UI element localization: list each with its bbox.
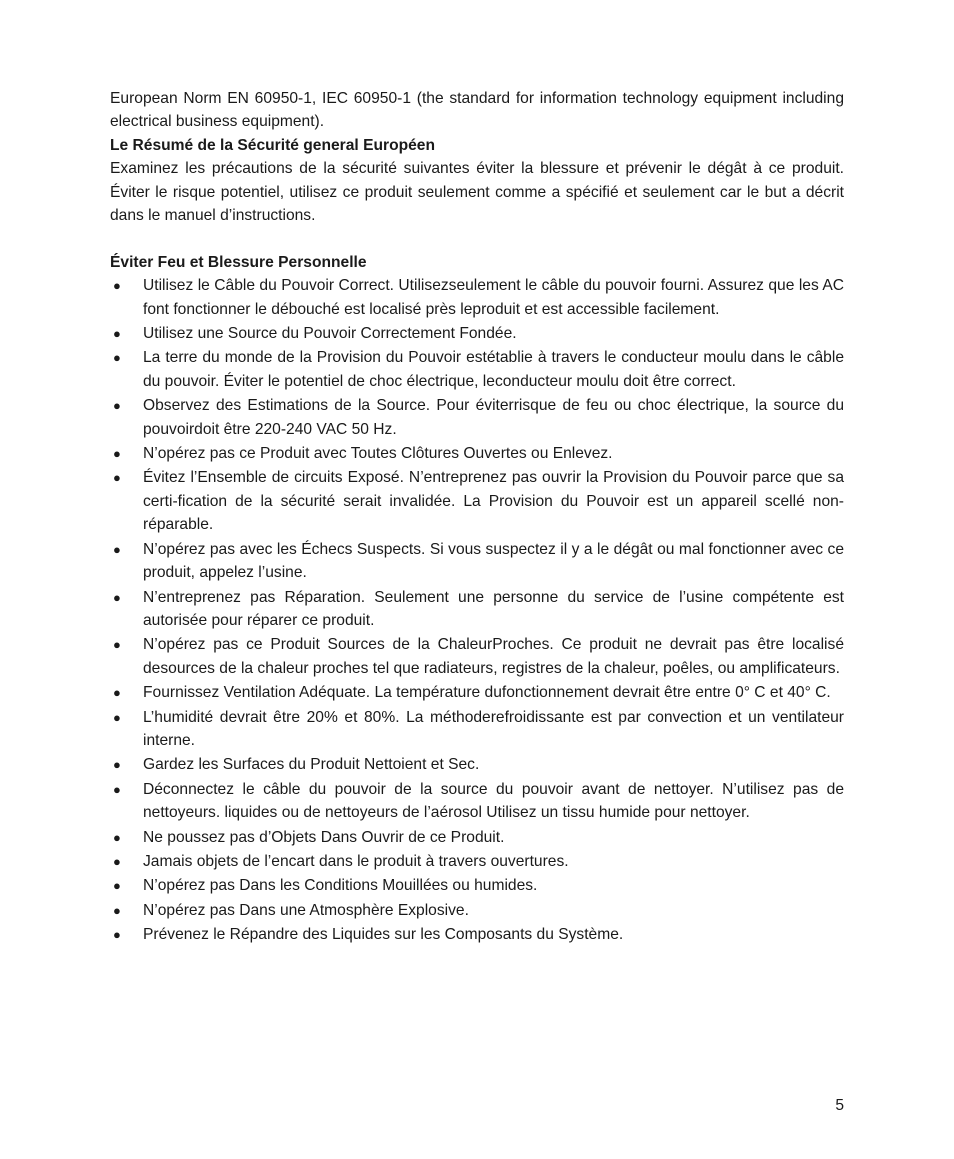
- safety-bullet-list: [110, 274, 844, 946]
- safety-summary-paragraph: Examinez les précautions de la sécurité suivantes éviter la blessure et prévenir le dégât à ce produit. Éviter le risque potentiel, utilisez ce produit seulement comme a spécifié et seulement car le but a décrit dans le manuel d’instructions.: [110, 160, 844, 225]
- list-item: [110, 322, 844, 345]
- list-item: [110, 274, 844, 321]
- list-item: [110, 778, 844, 825]
- list-item-text: La terre du monde de la Provision du Pouvoir estétablie à travers le conducteur moulu dans le câble du pouvoir. Éviter le potentiel de choc électrique, leconducteur moulu doit être correct.: [143, 349, 844, 390]
- list-item-text: Jamais objets de l’encart dans le produit à travers ouvertures.: [143, 852, 569, 870]
- list-item-text: N’opérez pas Dans les Conditions Mouillées ou humides.: [143, 877, 538, 895]
- list-item: [110, 850, 844, 873]
- bullet-icon: ●: [113, 278, 121, 294]
- list-item: [110, 346, 844, 393]
- section-heading-fire-injury: Éviter Feu et Blessure Personnelle: [110, 253, 367, 271]
- intro-paragraph: European Norm EN 60950-1, IEC 60950-1 (the standard for information technology equipment including electrical business equipment).: [110, 90, 844, 131]
- bullet-icon: ●: [113, 781, 121, 797]
- page-number: 5: [835, 1097, 844, 1114]
- bullet-icon: ●: [113, 637, 121, 653]
- list-item-text: N’opérez pas avec les Échecs Suspects. Si vous suspectez il y a le dégât ou mal fonctionner avec ce produit, appelez l’usine.: [143, 540, 844, 582]
- bullet-icon: ●: [113, 350, 121, 366]
- list-item-text: L’humidité devrait être 20% et 80%. La méthoderefroidissante est par convection et un ventilateur interne.: [143, 708, 844, 749]
- bullet-icon: ●: [113, 470, 121, 486]
- list-item-text: Évitez l’Ensemble de circuits Exposé. N’entreprenez pas ouvrir la Provision du Pouvoir parce que sa certi-fication de la sécurité serait invalidée. La Provision du Pouvoir est un appareil scellé non-réparable.: [143, 469, 844, 534]
- list-item: [110, 899, 844, 922]
- bullet-icon: ●: [113, 589, 121, 605]
- bullet-icon: ●: [113, 398, 121, 414]
- list-item-text: Utilisez le Câble du Pouvoir Correct. Utilisezseulement le câble du pouvoir fourni. Assurez que les AC font fonctionner le débouché est localisé près leproduit et est accessible facilement.: [143, 277, 844, 318]
- list-item: [110, 394, 844, 441]
- list-item: [110, 466, 844, 536]
- list-item-text: N’opérez pas ce Produit Sources de la ChaleurProches. Ce produit ne devrait pas être localisé desources de la chaleur proches tel que radiateurs, registres de la chaleur, poêles, ou amplificateurs.: [143, 636, 844, 677]
- bullet-icon: ●: [113, 853, 121, 869]
- bullet-icon: ●: [113, 927, 121, 943]
- paragraph-spacer: [110, 227, 844, 250]
- list-item: [110, 586, 844, 633]
- bullet-icon: ●: [113, 902, 121, 918]
- list-item: [110, 538, 844, 585]
- list-item: [110, 826, 844, 849]
- document-body: [110, 87, 844, 948]
- list-item: [110, 753, 844, 776]
- list-item: [110, 633, 844, 680]
- list-item-text: N’entreprenez pas Réparation. Seulement une personne du service de l’usine compétente est autorisée pour réparer ce produit.: [143, 588, 844, 629]
- list-item: [110, 874, 844, 897]
- list-item-text: N’opérez pas ce Produit avec Toutes Clôtures Ouvertes ou Enlevez.: [143, 445, 613, 463]
- bullet-icon: ●: [113, 541, 121, 557]
- list-item-text: Déconnectez le câble du pouvoir de la source du pouvoir avant de nettoyer. N’utilisez pas de nettoyeurs. liquides ou de nettoyeurs de l’aérosol Utilisez un tissu humide pour nettoyer.: [143, 780, 844, 822]
- list-item: [110, 681, 844, 704]
- list-item-text: Utilisez une Source du Pouvoir Correctement Fondée.: [143, 325, 517, 343]
- bullet-icon: ●: [113, 446, 121, 462]
- section-heading-safety-summary: Le Résumé de la Sécurité general Européen: [110, 136, 435, 154]
- list-item: [110, 706, 844, 753]
- list-item-text: N’opérez pas Dans une Atmosphère Explosive.: [143, 901, 469, 919]
- bullet-icon: ●: [113, 326, 121, 342]
- bullet-icon: ●: [113, 685, 121, 701]
- list-item: [110, 442, 844, 465]
- bullet-icon: ●: [113, 829, 121, 845]
- list-item-text: Gardez les Surfaces du Produit Nettoient et Sec.: [143, 756, 480, 774]
- list-item-text: Fournissez Ventilation Adéquate. La température dufonctionnement devrait être entre 0° C et 40° C.: [143, 684, 831, 702]
- list-item: [110, 923, 844, 946]
- bullet-icon: ●: [113, 709, 121, 725]
- bullet-icon: ●: [113, 757, 121, 773]
- bullet-icon: ●: [113, 878, 121, 894]
- list-item-text: Ne poussez pas d’Objets Dans Ouvrir de ce Produit.: [143, 828, 505, 846]
- list-item-text: Prévenez le Répandre des Liquides sur les Composants du Système.: [143, 926, 624, 944]
- list-item-text: Observez des Estimations de la Source. Pour éviterrisque de feu ou choc électrique, la source du pouvoirdoit être 220-240 VAC 50 Hz.: [143, 397, 844, 438]
